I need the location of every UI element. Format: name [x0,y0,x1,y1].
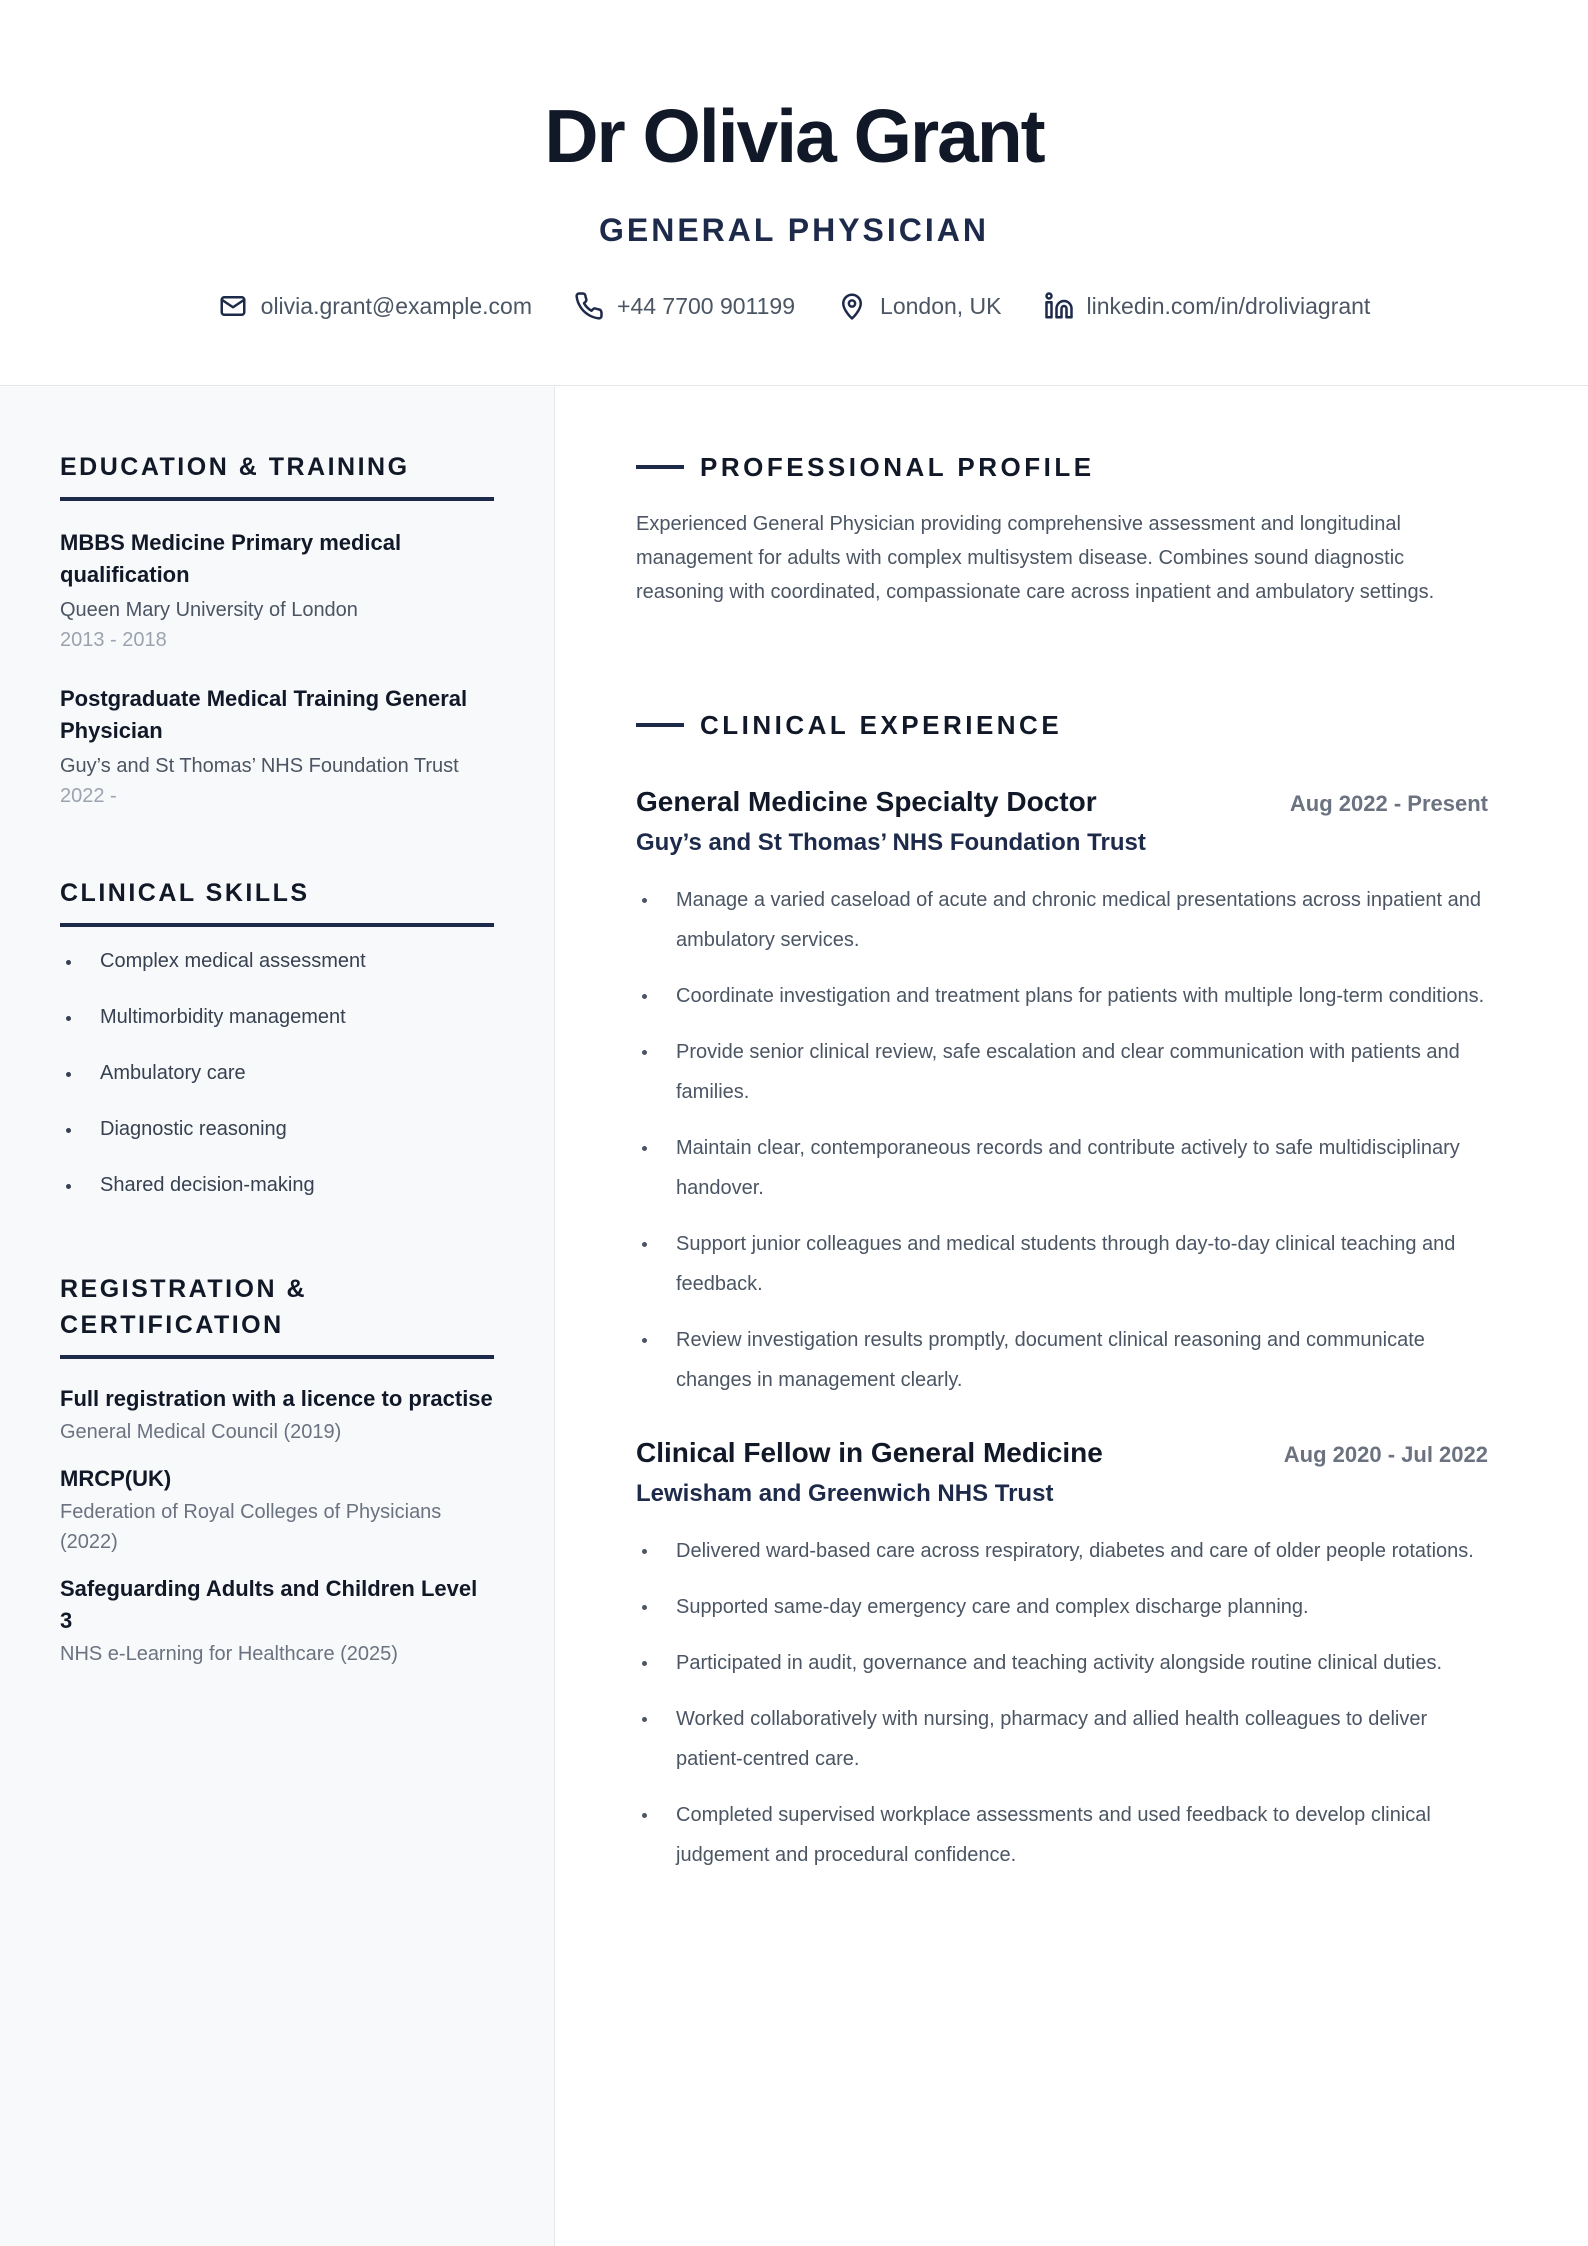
job-dates: Aug 2022 - Present [1289,791,1488,816]
registration-org: NHS e-Learning for Healthcare (2025) [60,1643,398,1665]
contact-email-text: olivia.grant@example.com [260,293,533,319]
job-title-heading: GENERAL PHYSICIAN [598,212,989,248]
job-bullet: Worked collaboratively with nursing, pharmacy and allied health colleagues to deliver patient-centred care. [636,1699,1488,1779]
profile-section [636,449,1488,609]
registration-name: Safeguarding Adults and Children Level 3 [60,1576,478,1633]
job-entry [636,1434,1488,1875]
job-bullet: Completed supervised workplace assessments and used feedback to develop clinical judgement and procedural confidence. [636,1795,1488,1875]
skills-heading: CLINICAL SKILLS [60,875,494,927]
job-header [636,1434,1488,1472]
job-dates: Aug 2020 - Jul 2022 [1283,1442,1488,1467]
registration-heading: REGISTRATION & CERTIFICATION [60,1271,494,1359]
job-header [636,783,1488,821]
mail-icon [218,291,248,321]
resume-header [0,0,1588,386]
skill-item: Multimorbidity management [60,1001,494,1033]
experience-heading [636,707,1488,743]
job-bullet: Maintain clear, contemporaneous records and contribute actively to safe multidisciplinary handover. [636,1128,1488,1208]
education-degree: MBBS Medicine Primary medical qualification [60,530,402,587]
skill-item: Diagnostic reasoning [60,1113,494,1145]
education-item [60,683,494,811]
education-school: Guy’s and St Thomas’ NHS Foundation Trust [60,755,459,777]
registration-item [60,1573,494,1669]
job-bullet: Review investigation results promptly, document clinical reasoning and communicate changes in management clearly. [636,1320,1488,1400]
education-item [60,527,494,655]
registration-name: Full registration with a licence to practise [60,1386,493,1411]
registration-org: Federation of Royal Colleges of Physicians (2022) [60,1501,442,1553]
job-bullet: Support junior colleagues and medical students through day-to-day clinical teaching and feedback. [636,1224,1488,1304]
heading-accent-bar [636,723,684,727]
linkedin-icon [1044,291,1074,321]
job-bullet: Coordinate investigation and treatment plans for patients with multiple long-term conditions. [636,976,1488,1016]
registration-item [60,1463,494,1557]
profile-summary: Experienced General Physician providing comprehensive assessment and longitudinal management for adults with complex multisystem disease. Combines sound diagnostic reasoning with coordinated, compassionate care across inpatient and ambulatory settings. [636,513,1435,603]
job-bullets [636,1531,1488,1875]
profile-heading-text: PROFESSIONAL PROFILE [700,452,1095,482]
registration-name: MRCP(UK) [60,1466,172,1491]
contact-location-text: London, UK [880,293,1002,319]
job-bullet: Participated in audit, governance and teaching activity alongside routine clinical duties. [636,1643,1488,1683]
education-years: 2013 - 2018 [60,629,167,651]
contact-phone-text: +44 7700 901199 [617,293,796,319]
contact-linkedin-text: linkedin.com/in/droliviagrant [1086,293,1371,319]
skill-item: Shared decision-making [60,1169,494,1201]
skills-list [60,945,494,1201]
main-content [556,387,1588,2246]
contact-location [837,290,1001,322]
skill-item: Complex medical assessment [60,945,494,977]
experience-section [636,707,1488,1891]
skills-section [60,875,494,1225]
job-organization: Lewisham and Greenwich NHS Trust [636,1480,1054,1507]
candidate-name: Dr Olivia Grant [544,94,1044,178]
education-heading: EDUCATION & TRAINING [60,449,494,501]
contact-email[interactable] [218,290,532,322]
sidebar [0,387,555,2246]
registration-section [60,1271,494,1669]
job-title: General Medicine Specialty Doctor [636,786,1097,817]
registration-item [60,1383,494,1447]
registration-org: General Medical Council (2019) [60,1421,342,1443]
job-bullet: Provide senior clinical review, safe escalation and clear communication with patients and families. [636,1032,1488,1112]
contact-row [0,290,1588,322]
job-bullet: Manage a varied caseload of acute and chronic medical presentations across inpatient and ambulatory services. [636,880,1488,960]
skill-item: Ambulatory care [60,1057,494,1089]
education-degree: Postgraduate Medical Training General Physician [60,686,468,743]
job-entry [636,783,1488,1400]
experience-heading-text: CLINICAL EXPERIENCE [700,710,1063,740]
job-bullets [636,880,1488,1400]
phone-icon [574,291,604,321]
job-bullet: Delivered ward-based care across respiratory, diabetes and care of older people rotations. [636,1531,1488,1571]
contact-linkedin[interactable] [1044,290,1371,322]
profile-heading [636,449,1488,485]
education-school: Queen Mary University of London [60,599,358,621]
job-organization: Guy’s and St Thomas’ NHS Foundation Trust [636,829,1146,856]
heading-accent-bar [636,465,684,469]
contact-phone[interactable] [574,290,795,322]
job-title: Clinical Fellow in General Medicine [636,1437,1103,1468]
job-bullet: Supported same-day emergency care and complex discharge planning. [636,1587,1488,1627]
education-years: 2022 - [60,785,117,807]
education-section [60,449,494,811]
location-pin-icon [837,291,867,321]
